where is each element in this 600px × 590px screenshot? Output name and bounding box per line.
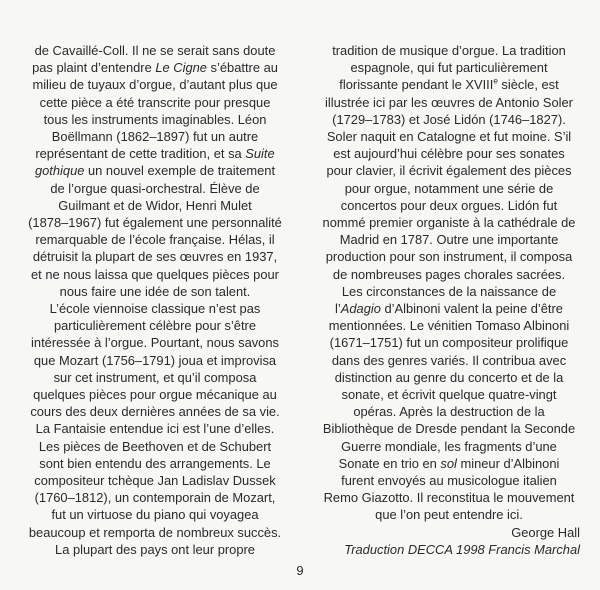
text-run: représentant de cette tradition, et sa: [35, 146, 246, 162]
text-line: [23, 162, 287, 179]
text-line: [318, 283, 580, 300]
work-title-le-cigne: Le Cigne: [155, 60, 207, 76]
text-line: [23, 145, 287, 162]
text-line: est aujourd’hui célèbre pour ses sonates: [333, 146, 565, 162]
text-line: intéressée à l’orgue. Pourtant, nous savons: [31, 335, 279, 351]
text-run: s’ébattre au: [206, 60, 278, 76]
text-line: furent envoyés au musicologue italien: [341, 473, 557, 489]
text-line: mentionnées. Le vénitien Tomaso Albinoni: [328, 318, 570, 334]
text-line: beaucoup et remporta de nombreux succès.: [28, 524, 282, 540]
text-line: sonate, et écrivit quelque quatre-vingt: [341, 387, 557, 403]
text-line: détruisit la plupart de ses œuvres en 1937,: [32, 249, 278, 265]
text-line: remarquable de l’école française. Hélas, il: [35, 232, 275, 248]
text-line: quelques pièces pour orgue mécanique au: [33, 387, 277, 403]
text-line: La plupart des pays ont leur propre: [55, 541, 255, 557]
text-line: Guilmant et de Widor, Henri Mulet: [58, 197, 252, 213]
text-line: production pour son instrument, il composa: [325, 249, 573, 265]
text-line: (1878–1967) fut également une personnalité: [28, 215, 282, 231]
text-line: Boëllmann (1862–1897) fut un autre: [51, 129, 259, 145]
right-paragraph-2: [318, 283, 580, 524]
text-run: mineur d’Albinoni: [456, 455, 560, 471]
text-line: Guerre mondiale, les fragments d’une: [341, 438, 557, 454]
text-line: de Cavaillé-Coll. Il ne se serait sans doute: [34, 43, 276, 58]
text-line: dans des genres variés. Il contribua avec: [331, 352, 567, 368]
superscript-e: e: [493, 77, 498, 87]
text-line: et ne nous laissa que quelques pièces pour: [31, 266, 279, 282]
text-line: sont bien entendu des arrangements. Le: [39, 455, 271, 471]
text-line: de nombreuses pages chorales sacrées.: [332, 266, 566, 282]
work-title-gothique: gothique: [34, 163, 85, 179]
text-line: (1760–1812), un contemporain de Mozart,: [34, 490, 276, 506]
text-run: Les circonstances de la naissance de: [341, 283, 557, 299]
left-paragraph-2: [23, 300, 287, 541]
text-line: Madrid en 1787. Outre une importante: [339, 232, 559, 248]
key-sol: sol: [440, 455, 457, 471]
text-line: de l’orgue quasi-orchestral. Élève de: [50, 180, 260, 196]
text-line: opéras. Après la destruction de la: [353, 404, 545, 420]
left-column: [23, 42, 287, 558]
left-paragraph-1: [23, 42, 287, 300]
work-title-suite: Suite: [245, 146, 275, 162]
text-line: [23, 59, 287, 76]
text-line: Les pièces de Beethoven et de Schubert: [38, 438, 272, 454]
text-run: un nouvel exemple de traitement: [84, 163, 276, 179]
text-run: florissante pendant le XVIII: [339, 77, 494, 93]
author-signature: George Hall: [511, 524, 580, 540]
text-line: milieu de tuyaux d’orgue, d’autant plus que: [32, 77, 278, 93]
text-line: Soler naquit en Catalogne et fut moine. S’il: [326, 129, 572, 145]
text-line: espagnole, qui fut particulièrement: [350, 60, 548, 76]
text-line: [318, 300, 580, 317]
translation-credit: [318, 541, 580, 558]
work-title-adagio: Adagio: [340, 301, 381, 317]
text-line: Bibliothèque de Dresde pendant la Seconde: [322, 421, 576, 437]
text-line: (1671–1751) fut un compositeur prolifique: [329, 335, 569, 351]
text-line: tous les instruments imaginables. Léon: [43, 111, 267, 127]
text-line: illustrée ici par les œuvres de Antonio Soler: [325, 94, 573, 110]
text-line: tradition de musique d’orgue. La tradition: [332, 43, 566, 58]
text-line: particulièrement célèbre pour s’être: [53, 318, 257, 334]
text-line: compositeur tchèque Jan Ladislav Dussek: [34, 473, 276, 489]
text-run: pas plaint d’entendre: [32, 60, 156, 76]
text-run: siècle, est: [497, 77, 559, 93]
text-line: La Fantaisie entendue ici est l’une d’elles.: [35, 421, 275, 437]
text-line: Remo Giazotto. Il reconstitua le mouvement: [323, 490, 575, 506]
text-run: d’Albinoni valent la peine d’être: [380, 301, 563, 317]
right-paragraph-1: [318, 42, 580, 283]
text-line: fut un virtuose du piano qui voyagea: [51, 507, 259, 523]
text-line: concertos pour deux orgues. Lidón fut: [340, 197, 558, 213]
text-line: pour clavier, il écrivit également des pièces: [326, 163, 572, 179]
text-line: sur cet instrument, et qu’il composa: [53, 369, 257, 385]
text-line: pour orgue, notamment une série de: [344, 180, 554, 196]
text-line: cours des deux dernières années de sa vie.: [30, 404, 280, 420]
text-line: distinction au genre du concerto et de la: [334, 369, 564, 385]
text-run: l’: [335, 301, 341, 317]
text-line: cette pièce a été transcrite pour presque: [39, 94, 271, 110]
page-number: 9: [296, 563, 304, 578]
text-line: [318, 455, 580, 472]
text-run: Sonate en trio en: [338, 455, 441, 471]
text-line: L’école viennoise classique n’est pas: [49, 301, 261, 317]
right-column: [318, 42, 580, 558]
translation-credit-text: Traduction DECCA 1998 Francis Marchal: [344, 541, 580, 557]
text-line: (1729–1783) et José Lidón (1746–1827).: [332, 111, 566, 127]
text-line: nous faire une idée de son talent.: [59, 283, 251, 299]
text-line: nommé premier organiste à la cathédrale de: [322, 215, 576, 231]
left-paragraph-3: [23, 541, 287, 558]
text-line: [318, 76, 580, 93]
text-line: que Mozart (1756–1791) joua et improvisa: [33, 352, 277, 368]
text-line: que l’on peut entendre ici.: [375, 507, 523, 523]
